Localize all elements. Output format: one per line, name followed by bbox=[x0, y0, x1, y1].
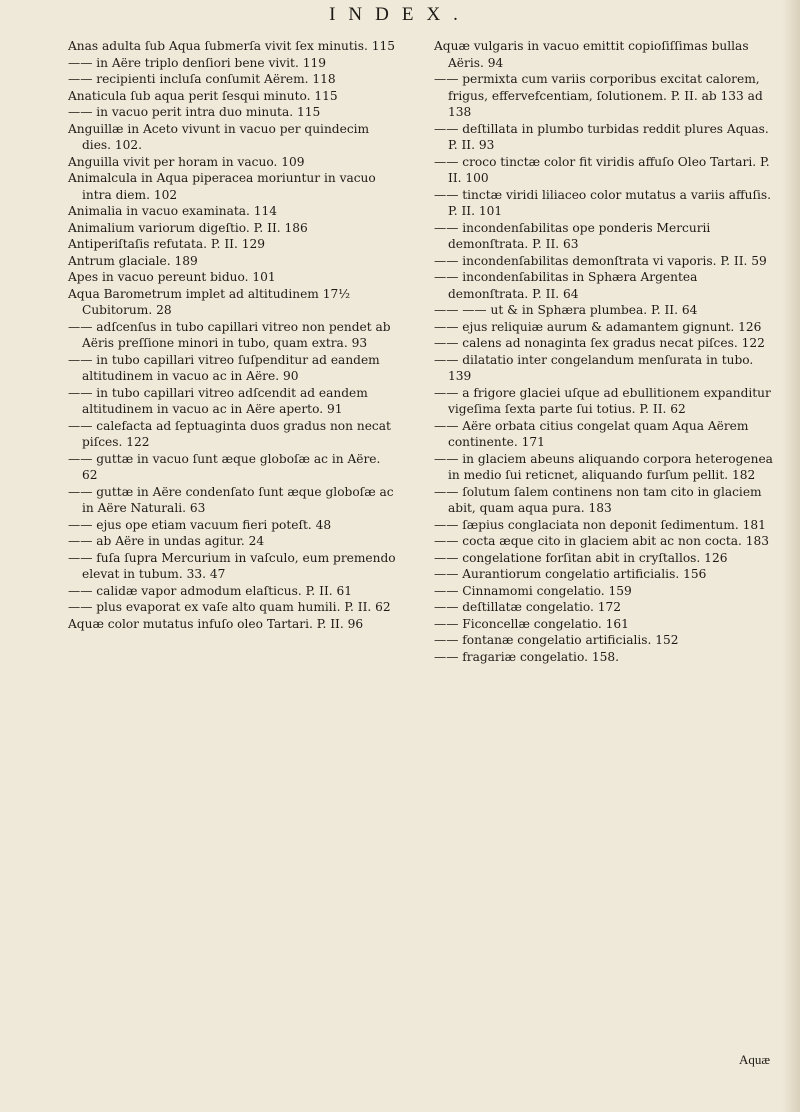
index-entry: —— fuſa ſupra Mercurium in vaſculo, eum premendo elevat in tubum. 33. 47 bbox=[68, 550, 400, 581]
left-column bbox=[68, 38, 398, 632]
index-entry: Animalia in vacuo examinata. 114 bbox=[68, 204, 278, 218]
index-entry: Antrum glaciale. 189 bbox=[68, 253, 198, 268]
index-entry: —— dilatatio inter congelandum menſurata in tubo. 139 bbox=[434, 352, 758, 383]
index-entry: Apes in vacuo pereunt biduo. 101 bbox=[68, 270, 276, 284]
index-entry: Aquæ vulgaris in vacuo emittit copioſiſſimas bullas Aëris. 94 bbox=[434, 39, 753, 70]
index-entry: Aquæ color mutatus infuſo oleo Tartari. P. II. 96 bbox=[68, 616, 364, 631]
index-entry: —— fragariæ congelatio. 158. bbox=[434, 649, 619, 664]
index-entry: —— incondenſabilitas demonſtrata vi vaporis. P. II. 59 bbox=[434, 253, 767, 268]
index-entry: —— a frigore glaciei uſque ad ebullitionem expanditur vigeſima ſexta parte ſui totius. P. II. 62 bbox=[434, 385, 775, 416]
index-entry: —— incondenſabilitas ope ponderis Mercurii demonſtrata. P. II. 63 bbox=[434, 220, 715, 251]
index-entry: Aqua Barometrum implet ad altitudinem 17½ Cubitorum. 28 bbox=[68, 286, 354, 317]
index-entry: Animalcula in Aqua piperacea moriuntur in vacuo intra diem. 102 bbox=[68, 171, 380, 202]
index-entry: —— ejus reliquiæ aurum & adamantem gignunt. 126 bbox=[434, 319, 762, 334]
index-entry: —— in glaciem abeuns aliquando corpora heterogenea in medio ſui reticnet, aliquando furſum pellit. 182 bbox=[434, 451, 777, 482]
index-entry: —— in vacuo perit intra duo minuta. 115 bbox=[68, 105, 321, 119]
index-entry: —— Ficoncellæ congelatio. 161 bbox=[434, 616, 629, 631]
index-entry: —— ſolutum ſalem continens non tam cito in glaciem abit, quam aqua pura. 183 bbox=[434, 484, 766, 515]
index-entry: Animalium variorum digeſtio. P. II. 186 bbox=[68, 220, 308, 235]
index-entry: —— deſtillatæ congelatio. 172 bbox=[434, 600, 621, 614]
index-entry: —— Aëre orbata citius congelat quam Aqua Aërem continente. 171 bbox=[434, 418, 753, 449]
index-entry: —— deſtillata in plumbo turbidas reddit plures Aquas. P. II. 93 bbox=[434, 121, 773, 152]
index-entry: —— croco tinctæ color fit viridis affuſo Oleo Tartari. P. II. 100 bbox=[434, 154, 774, 185]
right-column bbox=[434, 38, 777, 665]
index-entry: —— recipienti incluſa conſumit Aërem. 118 bbox=[68, 72, 336, 86]
index-entry: —— in tubo capillari vitreo ſuſpenditur ad eandem altitudinem in vacuo ac in Aëre. 90 bbox=[68, 352, 384, 383]
page-header: INDEX. bbox=[329, 4, 471, 25]
index-entry: —— —— ut & in Sphæra plumbea. P. II. 64 bbox=[434, 303, 698, 317]
index-entry: —— congelatione forſitan abit in cryſtallos. 126 bbox=[434, 550, 728, 565]
page-edge-shadow bbox=[782, 0, 800, 1112]
index-entry: —— adſcenſus in tubo capillari vitreo non pendet ab Aëris preſſione minori in tubo, quam extra. 93 bbox=[68, 319, 395, 350]
index-entry: —— permixta cum variis corporibus excitat calorem, frigus, effervefcentiam, ſolutionem. P. II. ab 133 ad 138 bbox=[434, 72, 767, 119]
index-entry: Anguilla vivit per horam in vacuo. 109 bbox=[68, 154, 305, 169]
index-entry: —— tinctæ viridi liliaceo color mutatus a variis affuſis. P. II. 101 bbox=[434, 187, 775, 218]
index-entry: —— calidæ vapor admodum elaſticus. P. II. 61 bbox=[68, 583, 353, 598]
index-entry: Anas adulta ſub Aqua ſubmerſa vivit ſex minutis. 115 bbox=[68, 39, 395, 53]
index-entry: —— cocta æque cito in glaciem abit ac non cocta. 183 bbox=[434, 534, 770, 548]
index-entry: —— ſæpius conglaciata non deponit ſedimentum. 181 bbox=[434, 517, 766, 532]
index-entry: —— Aurantiorum congelatio artificialis. 156 bbox=[434, 567, 707, 581]
index-entry: —— plus evaporat ex vaſe alto quam humili. P. II. 62 bbox=[68, 600, 391, 614]
index-entry: —— calefacta ad ſeptuaginta duos gradus non necat piſces. 122 bbox=[68, 418, 395, 449]
catchword: Aquæ bbox=[738, 1052, 770, 1067]
index-entry: —— guttæ in vacuo ſunt æque globoſæ ac in Aëre. 62 bbox=[68, 451, 385, 482]
index-entry: —— calens ad nonaginta ſex gradus necat piſces. 122 bbox=[434, 336, 765, 350]
index-entry: —— incondenſabilitas in Sphæra Argentea demonſtrata. P. II. 64 bbox=[434, 270, 702, 301]
index-entry: —— guttæ in Aëre condenſato ſunt æque globoſæ ac in Aëre Naturali. 63 bbox=[68, 484, 398, 515]
index-entry: Anguillæ in Aceto vivunt in vacuo per quindecim dies. 102. bbox=[68, 121, 373, 152]
index-entry: —— fontanæ congelatio artificialis. 152 bbox=[434, 633, 679, 647]
index-entry: —— Cinnamomi congelatio. 159 bbox=[434, 583, 632, 598]
index-entry: —— in Aëre triplo denſiori bene vivit. 119 bbox=[68, 55, 326, 70]
index-entry: —— ejus ope etiam vacuum fieri poteſt. 48 bbox=[68, 517, 332, 532]
index-entry: Anaticula ſub aqua perit ſesqui minuto. 115 bbox=[68, 88, 338, 103]
index-entry: —— in tubo capillari vitreo adſcendit ad eandem altitudinem in vacuo ac in Aëre aperto. 91 bbox=[68, 385, 372, 416]
index-entry: —— ab Aëre in undas agitur. 24 bbox=[68, 534, 265, 548]
index-entry: Antiperiſtaſis refutata. P. II. 129 bbox=[68, 237, 265, 251]
